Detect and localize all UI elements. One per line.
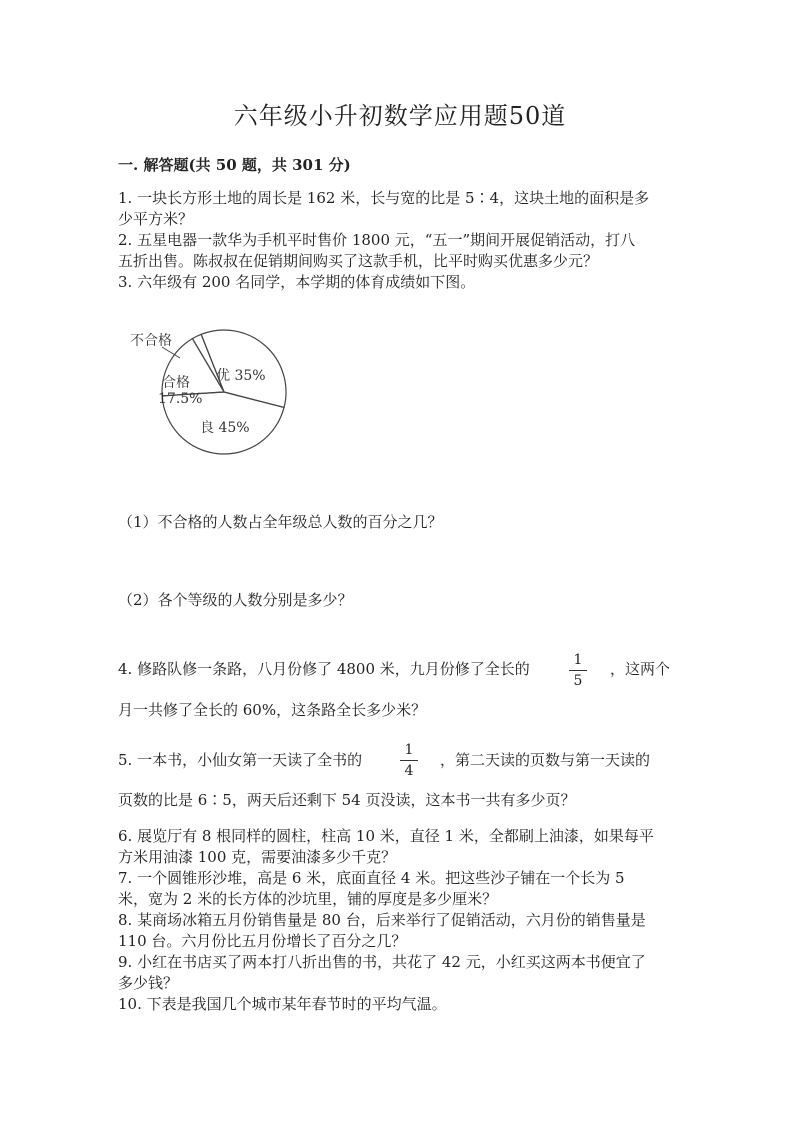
question-7-line-2: 米，宽为 2 米的长方体的沙坑里，铺的厚度是多少厘米？ bbox=[118, 890, 498, 908]
question-6-line-1: 6. 展览厅有 8 根同样的圆柱，柱高 10 米，直径 1 米，全都刷上油漆，如果每平 bbox=[118, 827, 654, 845]
question-5-line-1a: 5. 一本书，小仙女第一天读了全书的 bbox=[118, 751, 363, 769]
question-1-line-2: 少平方米？ bbox=[118, 210, 194, 228]
fraction-numerator: 1 bbox=[404, 742, 414, 758]
question-2-line-2: 五折出售。陈叔叔在促销期间购买了这款手机，比平时购买优惠多少元？ bbox=[118, 252, 599, 270]
question-3-sub-2: （2）各个等级的人数分别是多少？ bbox=[118, 591, 353, 609]
fraction-denominator: 4 bbox=[404, 763, 414, 779]
question-9-line-1: 9. 小红在书店买了两本打八折出售的书，共花了 42 元，小红买这两本书便宜了 bbox=[118, 953, 646, 971]
question-4-line-2: 月一共修了全长的 60%，这条路全长多少米？ bbox=[118, 701, 427, 719]
pie-chart bbox=[118, 325, 288, 445]
question-1-line-1: 1. 一块长方形土地的周长是 162 米，长与宽的比是 5∶4，这块土地的面积是多 bbox=[118, 189, 650, 207]
question-8-line-1: 8. 某商场冰箱五月份销售量是 80 台，后来举行了促销活动，六月份的销售量是 bbox=[118, 911, 646, 929]
question-10: 10. 下表是我国几个城市某年春节时的平均气温。 bbox=[118, 995, 447, 1013]
fraction-bar bbox=[569, 670, 587, 671]
question-4-fraction bbox=[566, 652, 590, 689]
question-5-line-2: 页数的比是 6∶5，两天后还剩下 54 页没读，这本书一共有多少页？ bbox=[118, 791, 576, 809]
question-8-line-2: 110 台。六月份比五月份增长了百分之几？ bbox=[118, 932, 407, 950]
pie-label-you: 优 35% bbox=[216, 368, 266, 384]
question-5-fraction bbox=[397, 742, 421, 779]
pie-label-buhege: 不合格 bbox=[130, 333, 172, 349]
fraction-bar bbox=[400, 760, 418, 761]
pie-label-liang: 良 45% bbox=[200, 420, 250, 436]
question-9-line-2: 多少钱？ bbox=[118, 974, 179, 992]
question-6-line-2: 方米用油漆 100 克，需要油漆多少千克？ bbox=[118, 848, 397, 866]
question-4-line-1a: 4. 修路队修一条路，八月份修了 4800 米，九月份修了全长的 bbox=[118, 660, 530, 678]
fraction-denominator: 5 bbox=[573, 673, 583, 689]
question-5-line-1b: ，第二天读的页数与第一天读的 bbox=[440, 751, 651, 769]
question-4-line-1b: ，这两个 bbox=[610, 660, 671, 678]
question-7-line-1: 7. 一个圆锥形沙堆，高是 6 米，底面直径 4 米。把这些沙子铺在一个长为 5 bbox=[118, 869, 625, 887]
question-3-sub-1: （1）不合格的人数占全年级总人数的百分之几？ bbox=[118, 513, 443, 531]
pie-label-hege-percent: 17.5% bbox=[158, 391, 203, 407]
fraction-numerator: 1 bbox=[573, 652, 583, 668]
question-2-line-1: 2. 五星电器一款华为手机平时售价 1800 元，“五一”期间开展促销活动，打八 bbox=[118, 231, 636, 249]
question-3: 3. 六年级有 200 名同学，本学期的体育成绩如下图。 bbox=[118, 273, 476, 291]
page-title: 六年级小升初数学应用题50道 bbox=[233, 102, 567, 130]
section-heading: 一. 解答题(共 50 题，共 301 分) bbox=[118, 156, 351, 174]
pie-label-hege: 合格 bbox=[162, 375, 190, 391]
